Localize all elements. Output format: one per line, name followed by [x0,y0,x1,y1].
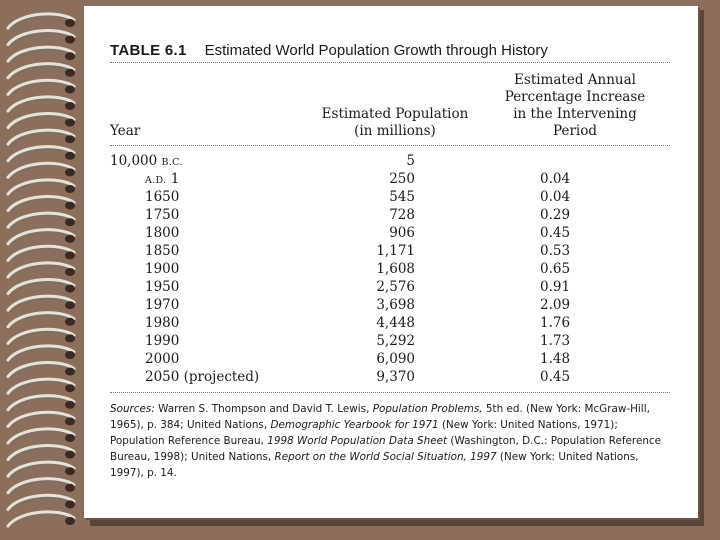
source-3-rest: (Washington, D.C.: Population Reference Bureau, 1998); United Nations, [110,435,662,463]
header-rate-line3: in the Intervening [513,106,637,122]
population-cell: 3,698 [376,297,415,313]
population-cell: 6,090 [376,351,415,367]
spiral-ring [8,429,74,443]
source-4-rest: (New York: United Nations, 1997), p. 14. [110,451,639,479]
binding-hole [65,218,75,226]
binding-hole [65,334,75,342]
table-row [110,260,670,278]
binding-hole [65,467,75,475]
header-population [315,106,475,140]
rate-cell: 0.91 [540,279,571,295]
table-row [110,152,670,170]
spiral-ring [8,379,74,393]
year-value: 10,000 [110,153,158,169]
year-cell [110,152,183,172]
table-row [110,350,670,368]
spiral-ring [8,396,74,410]
source-2-rest: (New York: United Nations, 1971); Population Reference Bureau, [110,419,618,447]
binding-hole [65,517,75,525]
binding-hole [65,500,75,508]
table-row [110,332,670,350]
table-body [110,146,670,386]
spiral-ring [8,445,74,459]
sources-label: Sources: [110,403,155,415]
table-row [110,242,670,260]
spiral-ring [8,296,74,310]
table-document [110,40,670,481]
binding-hole [65,135,75,143]
header-population-line2: (in millions) [354,123,436,139]
spiral-ring [8,263,74,277]
table-row [110,206,670,224]
binding-hole [65,152,75,160]
table-number: TABLE 6.1 [110,42,187,59]
spiral-ring [8,80,74,94]
year-value: 1 [170,171,180,187]
table-row [110,224,670,242]
rate-cell: 0.04 [540,171,571,187]
binding-hole [65,85,75,93]
table-row [110,368,670,386]
rate-cell: 0.29 [540,207,571,223]
year-cell: 1970 [145,297,180,313]
population-cell: 545 [389,189,415,205]
rate-cell: 0.45 [540,369,571,385]
year-cell: 1990 [145,333,180,349]
binding-hole [65,301,75,309]
spiral-ring [8,30,74,44]
binding-hole [65,401,75,409]
population-cell: 250 [389,171,415,187]
rate-cell: 1.48 [540,351,571,367]
header-population-line1: Estimated Population [321,106,469,122]
year-cell: 2000 [145,351,180,367]
year-cell: 2050 (projected) [145,369,260,385]
binding-hole [65,384,75,392]
table-header [110,63,670,145]
year-cell: 1800 [145,225,180,241]
binding-hole [65,451,75,459]
spiral-ring [8,412,74,426]
year-cell [145,170,179,190]
source-1-title: Population Problems, [372,403,483,415]
source-2-title: Demographic Yearbook for 1971 [270,419,439,431]
binding-hole [65,251,75,259]
year-cell: 1950 [145,279,180,295]
rate-cell: 0.45 [540,225,571,241]
rate-cell: 0.04 [540,189,571,205]
binding-hole [65,318,75,326]
spiral-ring [8,64,74,78]
binding-hole [65,168,75,176]
header-rate [490,72,660,140]
year-cell: 1900 [145,261,180,277]
rate-cell: 0.65 [540,261,571,277]
table-title [110,40,670,62]
binding-hole [65,268,75,276]
rate-cell: 2.09 [540,297,571,313]
spiral-ring [8,163,74,177]
spiral-ring [8,246,74,260]
header-year: Year [110,123,141,139]
spiral-ring [8,230,74,244]
spiral-ring [8,196,74,210]
spiral-ring [8,313,74,327]
binding-hole [65,119,75,127]
binding-hole [65,185,75,193]
year-cell: 1850 [145,243,180,259]
binding-hole [65,285,75,293]
year-cell: 1750 [145,207,180,223]
spiral-ring [8,130,74,144]
binding-hole [65,434,75,442]
spiral-ring [8,362,74,376]
binding-hole [65,368,75,376]
spiral-ring [8,329,74,343]
population-cell: 4,448 [376,315,415,331]
spiral-binding [0,0,100,540]
table-row [110,314,670,332]
table-row [110,278,670,296]
binding-hole [65,36,75,44]
spiral-ring [8,495,74,509]
spiral-ring [8,180,74,194]
spiral-ring [8,47,74,61]
source-1-rest: 5th ed. (New York: McGraw-Hill, 1965), p. 384; United Nations, [110,403,650,431]
spiral-ring [8,279,74,293]
table-row [110,188,670,206]
header-rate-line1: Estimated Annual [514,72,636,88]
era-label: B.C. [161,157,183,168]
spiral-ring [8,97,74,111]
spiral-ring [8,462,74,476]
binding-hole [65,484,75,492]
binding-hole [65,19,75,27]
era-label: A.D. [145,175,167,186]
spiral-ring [8,147,74,161]
population-cell: 906 [389,225,415,241]
source-4-title: Report on the World Social Situation, 1997 [274,451,497,463]
rate-cell: 1.76 [540,315,571,331]
population-cell: 5 [406,153,415,169]
table-title-text: Estimated World Population Growth through History [204,42,548,59]
spiral-ring [8,213,74,227]
binding-hole [65,351,75,359]
population-cell: 728 [389,207,415,223]
binding-hole [65,52,75,60]
sources-note [110,401,670,481]
rate-cell: 0.53 [540,243,571,259]
source-3-title: 1998 World Population Data Sheet [267,435,448,447]
spiral-ring [8,512,74,526]
footer-divider [110,392,670,393]
source-1: Warren S. Thompson and David T. Lewis, [158,403,370,415]
header-rate-line4: Period [552,123,597,139]
population-cell: 9,370 [376,369,415,385]
table-row [110,296,670,314]
header-rate-line2: Percentage Increase [504,89,646,105]
population-cell: 1,171 [376,243,415,259]
table-row [110,170,670,188]
binding-hole [65,102,75,110]
binding-hole [65,235,75,243]
rate-cell: 1.73 [540,333,571,349]
binding-hole [65,202,75,210]
spiral-ring [8,479,74,493]
spiral-ring [8,346,74,360]
spiral-ring [8,14,74,28]
year-cell: 1650 [145,189,180,205]
population-cell: 2,576 [376,279,415,295]
spiral-ring [8,113,74,127]
binding-hole [65,417,75,425]
year-cell: 1980 [145,315,180,331]
binding-hole [65,69,75,77]
population-cell: 5,292 [376,333,415,349]
population-cell: 1,608 [376,261,415,277]
